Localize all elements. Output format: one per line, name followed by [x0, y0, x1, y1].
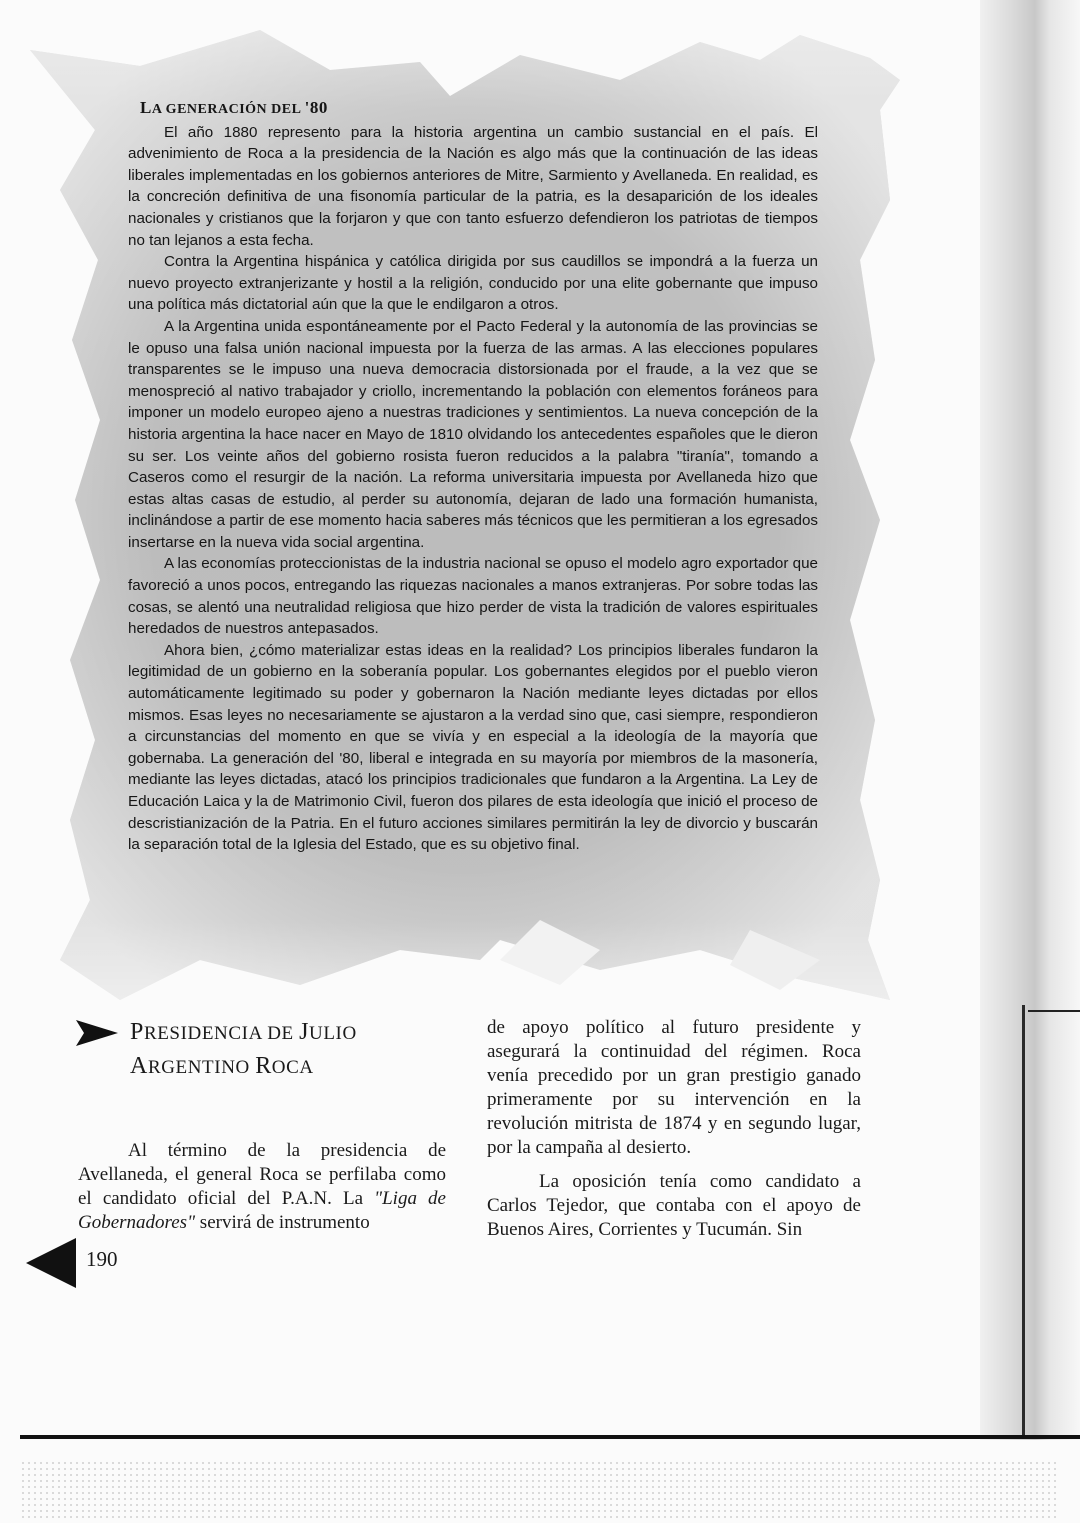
- frame-title: LA GENERACIÓN DEL '80: [140, 98, 328, 117]
- left-paragraph: Al término de la presidencia de Avellaneda, el general Roca se perfilaba como el candidato oficial del P.A.N. La "Liga de Gobernadores" servirá de instrumento: [78, 1140, 446, 1233]
- frame-article: [128, 97, 818, 856]
- frame-paragraph: El año 1880 represento para la historia argentina un cambio sustancial en el país. El advenimiento de Roca a la presidencia de la Nación es algo más que la continuación de las ideas liberales implementadas en los gobiernos anteriores de Mitre, Sarmiento y Avellaneda. En realidad, es la concreción definitiva de una fisonomía particular de la patria, es la desaparición de los ideales nacionales y cristianos que la forjaron y que con tanto esfuerzo defendieron los patriotas de tiempos no tan lejanos a esta fecha.: [128, 123, 818, 249]
- section-heading-line1: PRESIDENCIA DE JULIO: [130, 1019, 357, 1045]
- section-heading-line2: ARGENTINO ROCA: [130, 1053, 314, 1079]
- liga-italic: "Liga de Gobernadores": [78, 1188, 446, 1233]
- left-column: [78, 1139, 446, 1235]
- frame-paragraph: A la Argentina unida espontáneamente por el Pacto Federal y la autonomía de las provincias se le opuso una falsa unión nacional impuesta por la fuerza de las armas. A las elecciones populares transparentes se le impuso una nueva democracia distorsionada por el fraude, a la vez que se menospreció al nativo trabajador y criollo, incrementando la población con elementos foráneos para imponer un modelo europeo ajeno a nuestras tradiciones y sentimientos. La nueva concepción de la historia argentina la hace nacer en Mayo de 1810 olvidando los antecedentes españoles que le dieron su ser. Los veinte años del gobierno rosista fueron reducidos a la palabra "tiranía", tomando a Caseros como el resurgir de la nación. La reforma universitaria impuesta por Avellaneda hizo que estas altas casas de estudio, al perder su autonomía, dejaran de lado una formación humanista, inclinándose a partir de ese momento hacia saberes más técnicos que les permitieran a los egresados insertarse en la nueva vida social argentina.: [128, 317, 818, 551]
- right-paragraph-1: de apoyo político al futuro presidente y asegurará la continuidad del régimen. Roca venía precedido por un gran prestigio ganado primeramente por su intervención en la revolución mitrista de 1874 y en segundo lugar, por la campaña al desierto.: [487, 1017, 861, 1158]
- right-column: [487, 1016, 861, 1242]
- left-triangle-icon: [26, 1238, 76, 1288]
- frame-paragraph: Contra la Argentina hispánica y católica dirigida por sus caudillos se impondrá a la fuerza un nuevo proyecto extranjerizante y hostil a la religión, conducido por una elite gobernante que impuso una política más dictatorial aún que la que le endilgaron a otros.: [128, 253, 818, 314]
- right-paragraph-2: La oposición tenía como candidato a Carlos Tejedor, que contaba con el apoyo de Buenos Aires, Corrientes y Tucumán. Sin: [487, 1171, 861, 1240]
- page-number: 190: [86, 1247, 118, 1271]
- frame-paragraph: Ahora bien, ¿cómo materializar estas ideas en la realidad? Los principios liberales fundaron la legitimidad de un gobierno en la soberanía popular. Los gobernantes elegidos por el pueblo vieron automáticamente legitimado su poder y gobernaron la Nación mediante leyes dictadas por ellos mismos. Esas leyes no necesariamente se ajustaron a la verdad sino que, casi siempre, respondieron a circunstancias del momento en que se vivía y en especial a la ideología de la mayoría que gobernaba. La generación del '80, liberal e integrada en su mayoría por miembros de la masonería, mediante las leyes dictadas, atacó los principios tradicionales que fundaron a la Argentina. La Ley de Educación Laica y la de Matrimonio Civil, fueron dos pilares de esta ideología que inició el proceso de descristianización de la Patria. En el futuro acciones similares permitirán la ley de divorcio y buscarán la separación total de la Iglesia del Estado, que es su objetivo final.: [128, 641, 818, 854]
- frame-paragraph: A las economías proteccionistas de la industria nacional se opuso el modelo agro exportador que favoreció a unos pocos, entregando las riquezas nacionales a manos extranjeras. Por sobre todas las cosas, se alentó una neutralidad religiosa que hizo perder de vista la tradición de valores espirituales heredados de nuestros antepasados.: [128, 555, 818, 638]
- right-arrow-icon: [76, 1020, 118, 1046]
- section-heading: [130, 1016, 450, 1084]
